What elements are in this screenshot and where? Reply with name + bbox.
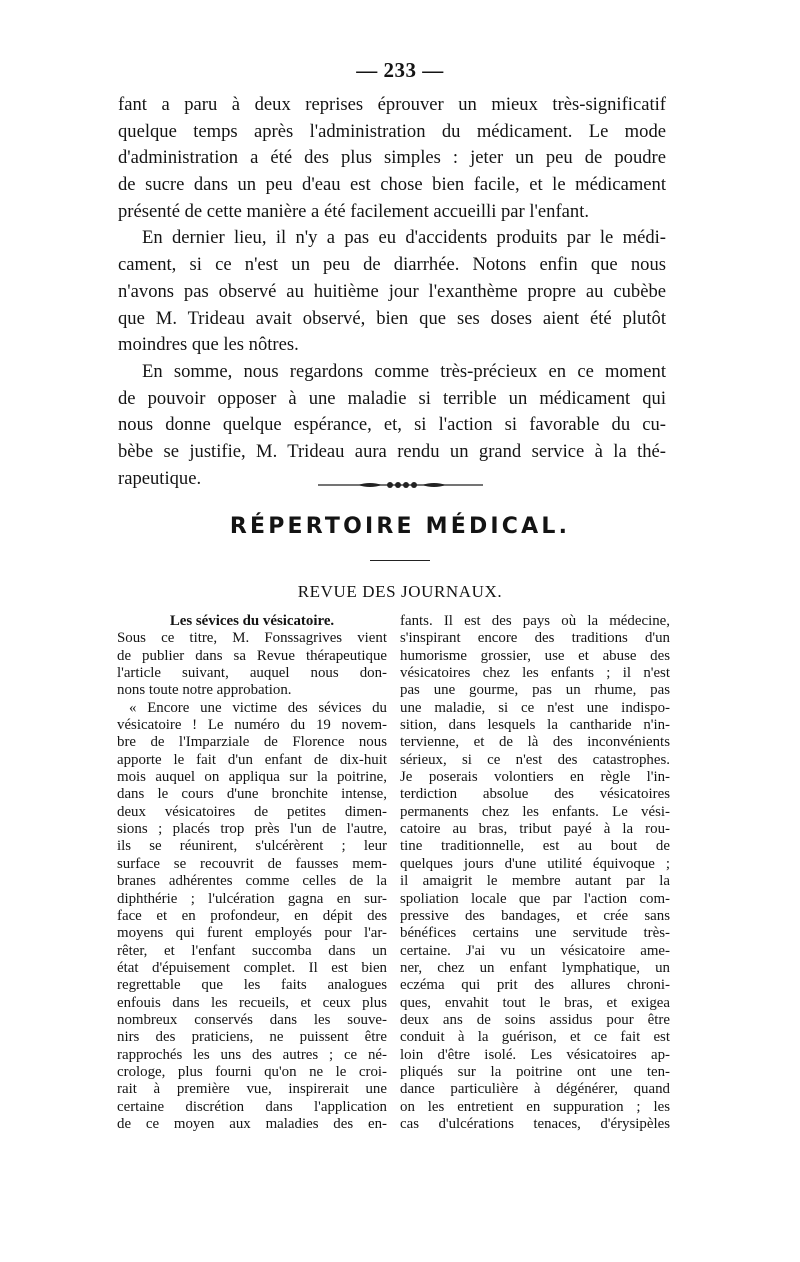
column-line: branes adhérentes comme celles de la [117, 873, 387, 890]
column-line: spoliation locale que par l'action com- [400, 890, 670, 907]
column-line: rêter, et l'enfant succomba dans un [117, 942, 387, 959]
column-line: on les entretient en suppuration ; les [400, 1098, 670, 1115]
column-line: Sous ce titre, M. Fonssagrives vient [117, 630, 387, 647]
body-line: En somme, nous regardons comme très-précieux en ce moment [142, 360, 666, 382]
column-line: quelques jours d'une utilité équivoque ; [400, 855, 670, 872]
column-line: crologe, plus fourni qu'on ne le croi- [117, 1063, 387, 1080]
subsection-title: REVUE DES JOURNAUX. [297, 582, 503, 601]
column-line: pliqués sur la poitrine ont une ten- [400, 1063, 670, 1080]
column-line: bénéfices certains une servitude très- [400, 925, 670, 942]
column-line: permanents chez les enfants. Le vési- [400, 803, 670, 820]
body-line: bèbe se justifie, M. Trideau aura rendu un grand service à la thé- [118, 440, 666, 462]
column-line: rapprochés les uns des autres ; ce né- [117, 1046, 387, 1063]
body-text [118, 92, 666, 492]
column-line: Je poserais volontiers en règle l'in- [400, 769, 670, 786]
page-number: — 233 — [356, 58, 444, 82]
column-line: loin d'être isolé. Les vésicatoires ap- [400, 1046, 670, 1063]
column-line: tervienne, et de là des inconvénients [400, 734, 670, 751]
column-line: fants. Il est des pays où la médecine, [400, 613, 670, 629]
column-line: conduit à la guérison, et ce fait est [400, 1029, 670, 1046]
left-column [117, 613, 387, 1133]
column-line: pressive des bandages, et crée sans [400, 907, 670, 924]
column-line: surface se recouvrit de fausses mem- [117, 855, 387, 872]
column-line: ques, envahit tout le bras, et exigea [400, 994, 670, 1011]
body-line: quelque temps après l'administration du médicament. Le mode [118, 120, 666, 142]
body-line: n'avons pas observé au huitième jour l'exanthème propre au cubèbe [118, 280, 666, 302]
column-line: sions ; placés trop près l'un de l'autre, [117, 821, 387, 838]
body-line: cament, si ce n'est un peu de diarrhée. Notons enfin que nous [118, 254, 666, 276]
body-line: En dernier lieu, il n'y a pas eu d'accidents produits par le médi- [142, 227, 666, 249]
column-line: ner, chez un enfant lymphatique, un [400, 959, 670, 976]
column-line: de ce moyen aux maladies des en- [117, 1115, 387, 1132]
column-line: bre de l'Imparziale de Florence nous [117, 734, 387, 751]
column-line: certaine. J'ai vu un vésicatoire ame- [400, 942, 670, 959]
column-line: dans le cours d'une bronchite intense, [117, 786, 387, 803]
divider [370, 560, 430, 561]
column-line: moyens qui furent employés pour l'ar- [117, 925, 387, 942]
column-line: humorisme grossier, use et abuse des [400, 647, 670, 664]
column-line: face et en profondeur, en dépit des [117, 907, 387, 924]
column-line: regrettable que les faits analogues [117, 977, 387, 994]
column-line: diphthérie ; l'ulcération gagna en sur- [117, 890, 387, 907]
column-line: il amaigrit le membre autant par la [400, 873, 670, 890]
column-line: une maladie, si ce n'est une indispo- [400, 699, 670, 716]
right-column [400, 613, 670, 1133]
column-line: vésicatoire ! Le numéro du 19 novem- [117, 717, 387, 734]
body-line: nous donne quelque espérance, et, si l'action si favorable du cu- [118, 414, 666, 436]
column-line: vésicatoires chez les enfants ; il n'est [400, 665, 670, 682]
body-line: d'administration a été des plus simples : jeter un peu de poudre [118, 147, 666, 169]
column-line: enfouis dans les recueils, et ceux plus [117, 994, 387, 1011]
column-line: de publier dans sa Revue thérapeutique [117, 647, 387, 664]
column-line: nons toute notre approbation. [117, 682, 292, 699]
ornament-divider-icon [318, 480, 483, 490]
column-line: deux vésicatoires de petites dimen- [117, 803, 387, 820]
body-line: moindres que les nôtres. [118, 334, 299, 356]
column-line: nirs des praticiens, ne puissent être [117, 1029, 387, 1046]
column-line: certaine discrétion dans l'application [117, 1098, 387, 1115]
article-title: Les sévices du vésicatoire. [169, 613, 335, 629]
column-line: cas d'ulcérations tenaces, d'érysipèles [400, 1115, 670, 1132]
column-line: terdiction absolue des vésicatoires [400, 786, 670, 803]
column-line: « Encore une victime des sévices du [129, 699, 387, 716]
section-title: RÉPERTOIRE MÉDICAL. [229, 514, 571, 539]
body-line: de sucre dans un peu d'eau est chose bien facile, et le médicament [118, 174, 666, 196]
column-line: l'article suivant, auquel nous don- [117, 665, 387, 682]
column-line: deux ans de soins assidus pour être [400, 1011, 670, 1028]
body-line: rapeutique. [118, 467, 202, 489]
column-line: apporte le fait d'un enfant de dix-huit [117, 751, 387, 768]
column-line: tine traditionnelle, est au bout de [400, 838, 670, 855]
column-line: sérieux, si ce n'est des catastrophes. [400, 751, 670, 768]
column-line: rait à première vue, inspirerait une [117, 1081, 387, 1098]
column-line: dance particulière à dégénérer, quand [400, 1081, 670, 1098]
column-line: sition, dans lesquels la cantharide n'in- [400, 717, 670, 734]
column-line: état d'épuisement complet. Il est bien [117, 959, 387, 976]
column-line: pas une gourme, pas un rhume, pas [400, 682, 670, 699]
column-line: mois auquel on appliqua sur la poitrine, [117, 769, 387, 786]
column-line: catoire au bras, tribut payé à la rou- [400, 821, 670, 838]
body-line: que M. Trideau avait observé, bien que ses doses aient été plutôt [118, 307, 666, 329]
column-line: ils se réunirent, s'ulcérèrent ; leur [117, 838, 387, 855]
body-line: fant a paru à deux reprises éprouver un mieux très-significatif [118, 94, 666, 115]
column-line: eczéma qui prit des allures chroni- [400, 977, 670, 994]
body-line: présenté de cette manière a été facilement accueilli par l'enfant. [118, 200, 590, 222]
body-line: de pouvoir opposer à une maladie si terrible un médicament qui [118, 387, 666, 409]
column-line: s'inspirant encore des traditions d'un [400, 630, 670, 647]
column-line: nombreux conservés dans les souve- [117, 1011, 387, 1028]
